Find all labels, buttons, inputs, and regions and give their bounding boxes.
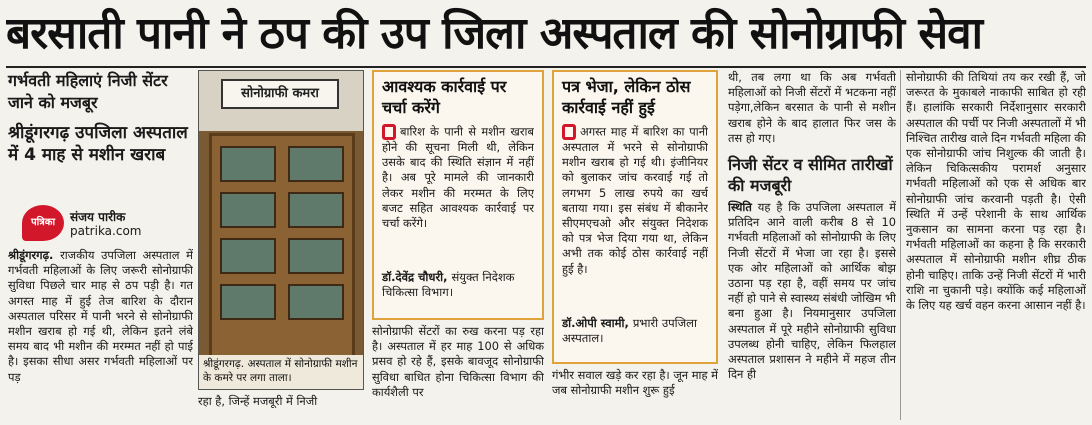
door-photo bbox=[198, 70, 364, 390]
box1-head: आवश्यक कार्रवाई पर चर्चा करेंगे bbox=[382, 77, 507, 117]
box2-sig-name: डॉ.ओपी स्वामी, bbox=[562, 316, 629, 330]
box2-head: पत्र भेजा, लेकिन ठोस कार्रवाई नहीं हुई bbox=[562, 77, 691, 117]
photo-door bbox=[209, 133, 355, 373]
photo-caption: श्रीडूंगरगढ़. अस्पताल में सोनोग्राफी मशीन के कमरे पर लगा ताला। bbox=[199, 355, 364, 389]
quote-mark-icon bbox=[382, 124, 396, 140]
door-pane bbox=[288, 146, 344, 182]
box1-body-text: बारिश के पानी से मशीन खराब होने की सूचना मिली थी, लेकिन उसके बाद की स्थिति संज्ञान में नहीं है। अब पूरे मामले की जानकारी लेकर मशीन की मरम्मत के लिए बजट सहित आवश्यक कार्रवाई पर चर्चा करेंगे। bbox=[382, 124, 534, 231]
box2-body-text: अगस्त माह में बारिश का पानी अस्पताल में भरने से सोनोग्राफी मशीन खराब हो गई थी। इंजीनियर को बुलाकर जांच करवाई गई तो लगभग 5 लाख रुपये का खर्च बताया गया। इस संबंध में बीकानेर सीएमएचओ और संयुक्त निदेशक को पत्र भेज दिया गया था, लेकिन अभी तक कोई ठोस कार्रवाई नहीं हुई है। bbox=[562, 124, 708, 276]
door-pane bbox=[220, 192, 276, 228]
kicker: गर्भवती महिलाएं निजी सेंटर जाने को मजबूर bbox=[8, 71, 168, 112]
door-pane bbox=[220, 284, 276, 320]
box2-sig-role: प्रभारी उपजिला अस्पताल। bbox=[562, 316, 697, 345]
col4-top: थी, तब लगा था कि अब गर्भवती महिलाओं को निजी सेंटरों में भटकना नहीं पड़ेगा,लेकिन बरसात के पानी से मशीन खराब होने के बाद हालात फिर जस के तस हो गए। bbox=[728, 70, 896, 145]
patrika-logo: पत्रिका bbox=[22, 205, 64, 241]
reporter-name: संजय पारीक bbox=[70, 210, 126, 224]
box1-signature bbox=[382, 270, 534, 300]
col4-lead: स्थिति bbox=[728, 200, 752, 214]
box1-body bbox=[382, 124, 534, 264]
quote-box-2 bbox=[552, 70, 718, 364]
door-pane bbox=[288, 284, 344, 320]
box2-body bbox=[562, 124, 708, 310]
site-link[interactable]: patrika.com bbox=[70, 224, 142, 238]
headline: बरसाती पानी ने ठप की उप जिला अस्पताल की सोनोग्राफी सेवा bbox=[6, 8, 982, 59]
left-body-text: राजकीय उपजिला अस्पताल में गर्भवती महिलाओं के लिए जरूरी सोनोग्राफी सुविधा पिछले चार माह से ठप पड़ी है। गत अगस्त माह में हुई तेज बारिश के दौरान अस्पताल परिसर में पानी भरने से सोनोग्राफी मशीन खराब हो गई थी, लेकिन इतने लंबे समय बाद भी मशीन की मरम्मत नहीं हो पाई है। इसका सीधा असर गर्भवती महिलाओं पर पड़ bbox=[8, 248, 193, 384]
quote-box-1 bbox=[372, 70, 544, 320]
dateline: श्रीडूंगरगढ़. bbox=[8, 248, 54, 262]
col4-body-text: यह है कि उपजिला अस्पताल में प्रतिदिन आने वाली करीब 8 से 10 गर्भवती महिलाओं को सोनोग्राफी के लिए निजी सेंटरों में भेजा जा रहा है। इससे एक ओर महिलाओं को आर्थिक बोझ उठाना पड़ रहा है, वहीं समय पर जांच नहीं हो पाने से स्वास्थ्य संबंधी जोखिम भी बना हुआ है। नियमानुसार उपजिला अस्पताल में पूरे महीने सोनोग्राफी सुविधा उपलब्ध होनी चाहिए, लेकिन फिलहाल अस्पताल प्रशासन ने महीने में महज तीन दिन ही bbox=[728, 200, 896, 382]
box1-sig-name: डॉ.देवेंद्र चौधरी, bbox=[382, 270, 448, 284]
col4-head: निजी सेंटर व सीमित तारीखों की मजबूरी bbox=[728, 155, 893, 195]
box2-below: गंभीर सवाल खड़े कर रहा है। जून माह में जब सोनोग्राफी मशीन शुरू हुई bbox=[552, 368, 718, 398]
left-body bbox=[8, 248, 193, 418]
photo-continuation: रहा है, जिन्हें मजबूरी में निजी bbox=[198, 394, 318, 408]
box1-sig-role: संयुक्त निदेशक चिकित्सा विभाग। bbox=[382, 270, 515, 299]
headline-rule bbox=[6, 66, 1086, 68]
photo-sign: सोनोग्राफी कमरा bbox=[221, 79, 339, 109]
door-pane bbox=[288, 238, 344, 274]
quote-mark-icon bbox=[562, 124, 576, 140]
col5-body: सोनोग्राफी की तिथियां तय कर रखी हैं, जो जरूरत के मुकाबले नाकाफी साबित हो रही हैं। हालांकि सरकारी निर्देशानुसार सरकारी अस्पताल की पर्ची पर निजी अस्पतालों में भी निश्चित तारीख वाले दिन गर्भवती महिला की एक सोनोग्राफी जांच निशुल्क की जाती है। लेकिन चिकित्सकीय परामर्श अनुसार गर्भवती महिलाओं को एक से अधिक बार सोनोग्राफी जांच करवानी पड़ती है। ऐसी स्थिति में उन्हें परेशानी के साथ आर्थिक नुकसान का सामना करना पड़ रहा है। गर्भवती महिलाओं का कहना है कि सरकारी अस्पताल में सोनोग्राफी मशीन शीघ्र ठीक होनी चाहिए। ताकि उन्हें निजी सेंटरों में भारी राशि ना चुकानी पड़े। क्योंकि कई महिलाओं के लिए यह खर्च वहन करना आसान नहीं है। bbox=[906, 70, 1086, 313]
col4-body bbox=[728, 200, 896, 420]
door-pane bbox=[220, 146, 276, 182]
door-pane bbox=[288, 192, 344, 228]
column-divider bbox=[900, 70, 901, 420]
box2-signature bbox=[562, 316, 708, 346]
box1-below: सोनोग्राफी सेंटरों का रुख करना पड़ रहा है। अस्पताल में हर माह 100 से अधिक प्रसव हो रहे हैं, इसके बावजूद सोनोग्राफी सुविधा बाधित होना चिकित्सा विभाग की कार्यशैली पर bbox=[372, 324, 544, 399]
subhead: श्रीडूंगरगढ़ उपजिला अस्पताल में 4 माह से मशीन खराब bbox=[8, 123, 188, 165]
door-pane bbox=[220, 238, 276, 274]
